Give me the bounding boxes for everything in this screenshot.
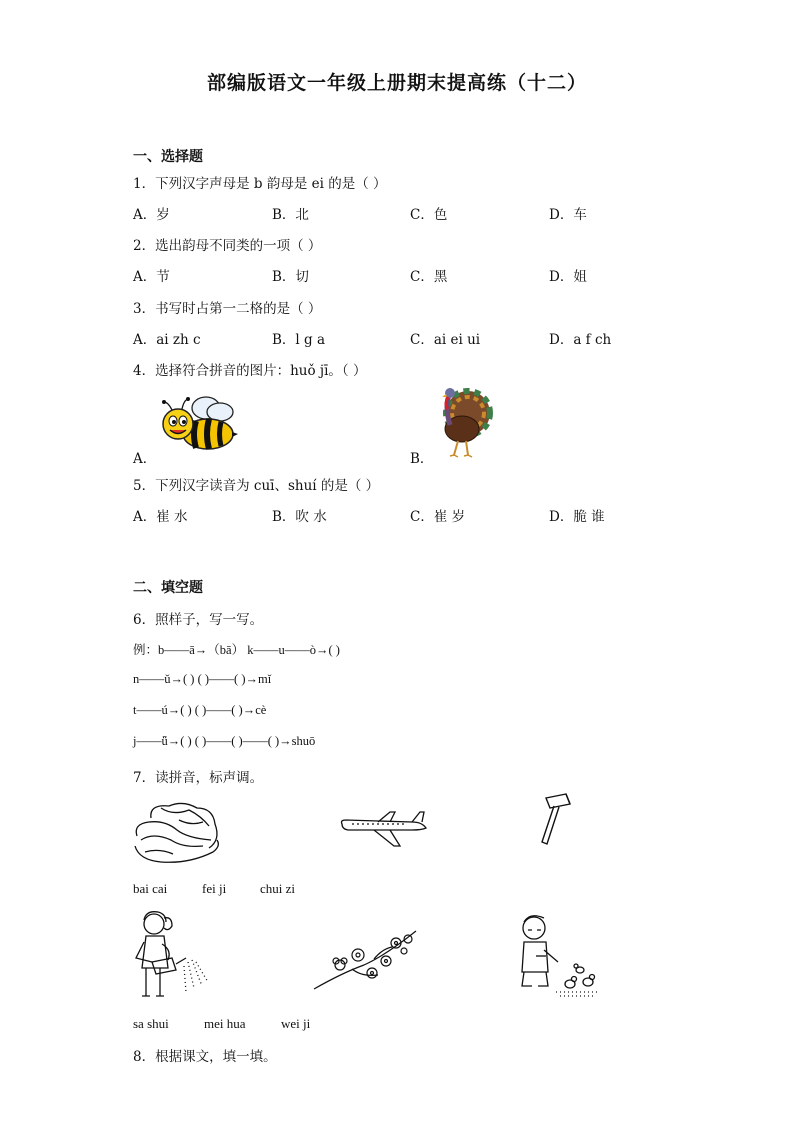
q7-label-wei-ji: wei ji [281,1016,311,1031]
q7-label-chui-zi: chui zi [260,881,296,896]
q6-example-line: 例：b——ā→（bā） k——u——ò→( ) [133,643,340,657]
cabbage-icon [131,800,223,866]
q6-line-2: t——ú→( ) ( )——( )→cè [133,703,267,717]
q1-option-a[interactable]: A．岁 [133,207,170,223]
question-2: 2．选出韵母不同类的一项（ ） [133,238,322,254]
q5-option-a[interactable]: A．崔 水 [133,509,188,525]
q2-option-c[interactable]: C．黑 [410,269,448,285]
q7-label-bai-cai: bai cai [133,881,168,896]
q1-option-d[interactable]: D．车 [549,207,587,223]
plum-blossom-icon [312,925,420,991]
page-title: 部编版语文一年级上册期末提高练（十二） [206,72,587,94]
question-7: 7．读拼音，标声调。 [133,770,264,786]
q2-option-a[interactable]: A．节 [133,269,170,285]
girl-watering-icon [132,908,214,1000]
q1-option-b[interactable]: B．北 [272,207,309,223]
q2-option-d[interactable]: D．姐 [549,269,587,285]
q6-line-3: j——ǖ→( ) ( )——( )——( )→shuō [133,734,316,748]
q6-line-1: n——ǔ→( ) ( )——( )→mǐ [133,672,272,686]
q5-option-b[interactable]: B．吹 水 [272,509,327,525]
hammer-icon [536,792,576,848]
question-1: 1．下列汉字声母是 b 韵母是 ei 的是（ ） [133,176,387,192]
q3-option-c[interactable]: C．ai ei ui [410,332,481,348]
q7-label-mei-hua: mei hua [204,1016,246,1031]
section-heading-fill: 二、填空题 [133,580,203,596]
question-8: 8．根据课文，填一填。 [133,1049,277,1065]
question-3: 3．书写时占第一二格的是（ ） [133,301,322,317]
boy-feeding-chicks-icon [516,910,606,998]
q5-option-d[interactable]: D．脆 谁 [549,509,605,525]
q4-option-a[interactable]: A． [133,451,157,467]
q5-option-c[interactable]: C．崔 岁 [410,509,466,525]
question-6: 6．照样子，写一写。 [133,612,264,628]
q4-option-b[interactable]: B． [410,451,434,467]
q3-option-a[interactable]: A．ai zh c [133,332,201,348]
q2-option-b[interactable]: B．切 [272,269,309,285]
q3-option-d[interactable]: D．a f ch [549,332,612,348]
airplane-icon [338,810,428,850]
q1-option-c[interactable]: C．色 [410,207,448,223]
bee-icon[interactable] [158,394,238,454]
question-5: 5．下列汉字读音为 cuī、shuí 的是（ ） [133,478,380,494]
section-heading-choice: 一、选择题 [133,149,203,165]
turkey-icon[interactable] [432,385,494,460]
q7-label-sa-shui: sa shui [133,1016,169,1031]
q3-option-b[interactable]: B．l g a [272,332,326,348]
question-4: 4．选择符合拼音的图片：huǒ jī。（ ） [133,363,367,379]
q7-label-fei-ji: fei ji [202,881,227,896]
